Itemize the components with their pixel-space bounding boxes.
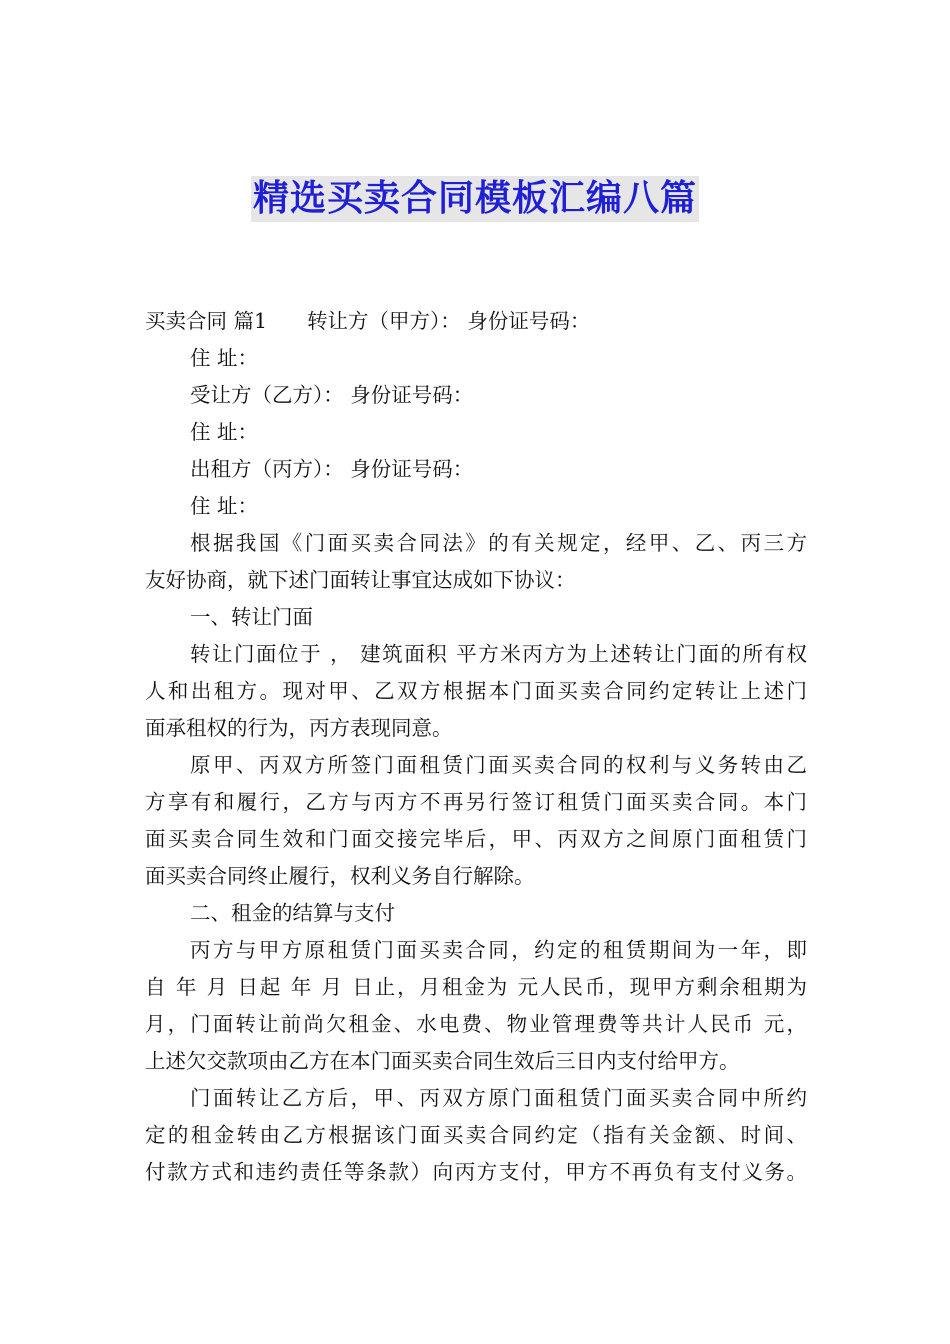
text-line: [145, 525, 807, 562]
text-line-content: 友好协商，就下述门面转让事宜达成如下协议：: [145, 568, 576, 592]
text-line: [145, 821, 807, 858]
transferor-line: 转让方（甲方）： 身份证号码：: [307, 309, 591, 333]
document-body: [145, 303, 807, 1191]
text-line-content: 买卖合同 篇1: [145, 309, 268, 333]
text-line: [145, 414, 807, 451]
text-line: [145, 1154, 807, 1191]
text-line-content: 根据我国《门面买卖合同法》的有关规定，经甲、乙、丙三方: [190, 531, 807, 555]
text-line-content: 月，门面转让前尚欠租金、水电费、物业管理费等共计人民币 元，: [145, 1012, 807, 1036]
text-line: [145, 1006, 807, 1043]
text-line-content: 转让门面位于 ， 建筑面积 平方米丙方为上述转让门面的所有权: [190, 642, 807, 666]
text-line: [145, 562, 807, 599]
text-line: [145, 599, 807, 636]
text-line-content: 住 址：: [190, 494, 259, 518]
text-line: [145, 340, 807, 377]
text-line-content: 丙方与甲方原租赁门面买卖合同，约定的租赁期间为一年，即: [190, 938, 807, 962]
text-line-content: 住 址：: [190, 420, 259, 444]
text-line: [145, 969, 807, 1006]
text-line-content: 付款方式和违约责任等条款）向丙方支付，甲方不再负有支付义务。: [145, 1160, 807, 1184]
text-line-content: 面买卖合同终止履行，权利义务自行解除。: [145, 864, 535, 888]
text-line-content: 一、转让门面: [190, 605, 313, 629]
text-line: [145, 636, 807, 673]
text-line: [145, 1117, 807, 1154]
text-line-content: 住 址：: [190, 346, 259, 370]
text-line: [145, 895, 807, 932]
text-line-content: 人和出租方。现对甲、乙双方根据本门面买卖合同约定转让上述门: [145, 679, 807, 703]
document-title: 精选买卖合同模板汇编八篇: [251, 176, 699, 222]
text-line-content: 面买卖合同生效和门面交接完毕后，甲、丙双方之间原门面租赁门: [145, 827, 807, 851]
text-line-content: 门面转让乙方后，甲、丙双方原门面租赁门面买卖合同中所约: [190, 1086, 807, 1110]
text-line: [145, 377, 807, 414]
text-line: [145, 858, 807, 895]
text-line: [145, 1080, 807, 1117]
text-line: [145, 747, 807, 784]
text-line: [145, 673, 807, 710]
text-line-content: 受让方（乙方）： 身份证号码：: [190, 383, 474, 407]
text-line: [145, 451, 807, 488]
text-line-content: 上述欠交款项由乙方在本门面买卖合同生效后三日内支付给甲方。: [145, 1049, 740, 1073]
text-line-content: 面承租权的行为，丙方表现同意。: [145, 716, 453, 740]
title-wrap: [0, 176, 950, 222]
text-line-content: 出租方（丙方）： 身份证号码：: [190, 457, 474, 481]
text-line-content: 原甲、丙双方所签门面租赁门面买卖合同的权利与义务转由乙: [190, 753, 807, 777]
text-line-content: 二、租金的结算与支付: [190, 901, 395, 925]
text-line: [145, 710, 807, 747]
text-line-content: 定的租金转由乙方根据该门面买卖合同约定（指有关金额、时间、: [145, 1123, 807, 1147]
text-line: [145, 1043, 807, 1080]
text-line: [145, 784, 807, 821]
text-line: [145, 303, 807, 340]
text-line: [145, 932, 807, 969]
text-line-content: 自 年 月 日起 年 月 日止，月租金为 元人民币，现甲方剩余租期为: [145, 975, 807, 999]
text-line-content: 方享有和履行，乙方与丙方不再另行签订租赁门面买卖合同。本门: [145, 790, 807, 814]
text-line: [145, 488, 807, 525]
